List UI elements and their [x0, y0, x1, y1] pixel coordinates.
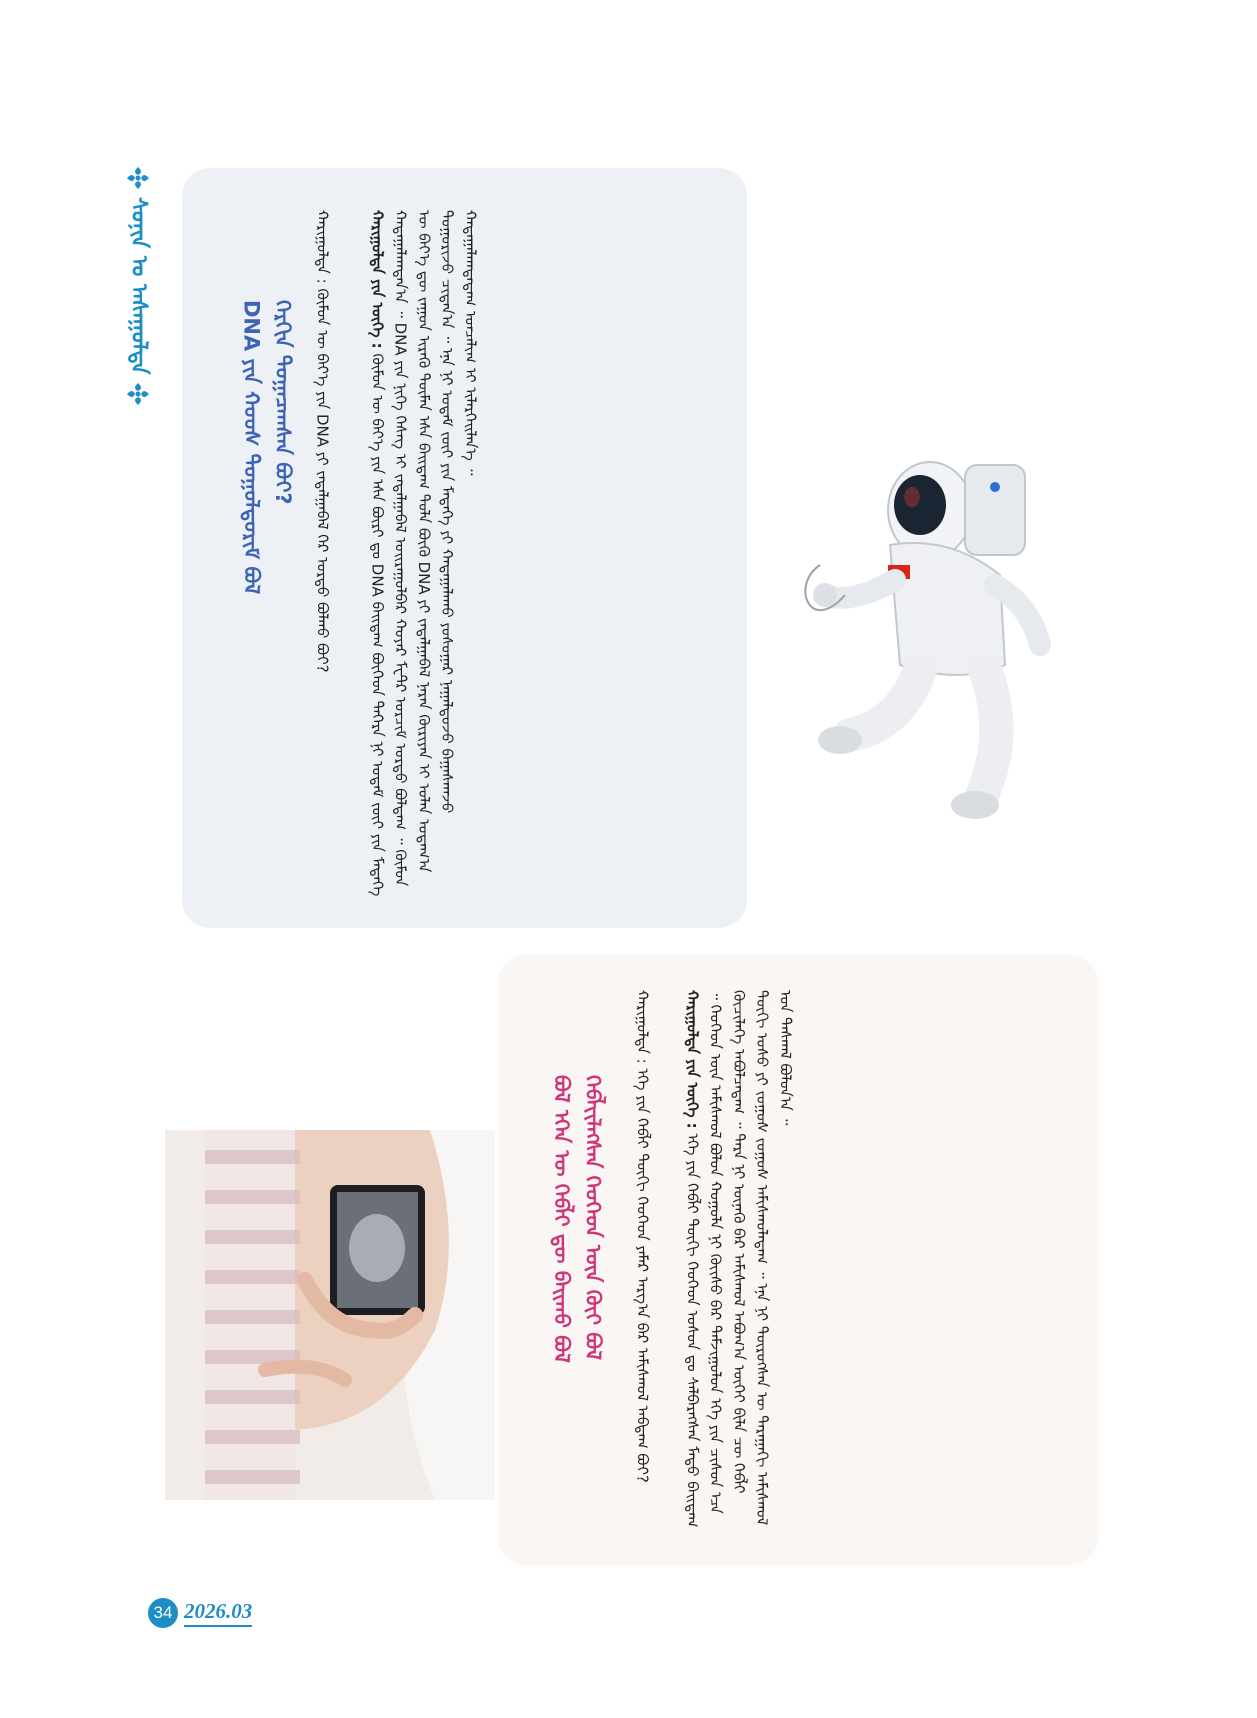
question-text: ᠬᠠᠷᠢᠭᠤᠯᠲᠠ : ᠡᠬᠡ ᠶᠢᠨ ᠬᠡᠪᠯᠢ ᠳᠦᠬᠢ ᠬᠡᠦᠬᠡᠳ ᠶᠠᠮᠠᠷ ᠠᠷᠭ᠎ᠠ ᠪᠠᠷ ᠠᠮᠢᠰᠬᠤᠯ ᠠᠪᠳᠠᠭ ᠪᠣᠢ? — [633, 990, 652, 1483]
answer-label: ᠬᠠᠷᠢᠭᠤᠯᠲᠠ ᠶᠢᠨ ᠦᠭᠡ : — [683, 990, 702, 1129]
bottom-question — [630, 990, 670, 1530]
top-article-body — [365, 210, 695, 900]
body-paragraph: ᠬᠡᠦᠬᠡᠳ ᠦᠨ ᠠᠮᠢᠰᠬᠤᠯ ᠪᠣᠯᠤᠨ ᠬᠣᠭᠣᠯᠠ ᠨᠢ ᠬᠦᠢᠰᠦ ᠪᠡᠷ ᠳᠠᠮᠵᠢᠭᠤᠯᠤᠨ ᠡᠬᠡ ᠶᠢᠨ ᠴᠢᠰᠤᠨ ᠡᠴᠡ ᠬᠦᠴᠢᠯᠡᠭᠡ ᠠᠪᠤᠯᠴᠠᠳᠠᠭ ᠃ — [706, 990, 748, 1514]
body-paragraph: ᠡᠨᠡ ᠨᠢ ᠲᠦᠷᠦᠭᠰᠡᠨ ᠦ ᠳᠠᠷᠠᠭᠠᠬᠢ ᠠᠮᠢᠰᠬᠤᠯ ᠤᠨ ᠳᠠᠰᠬᠠᠯ ᠪᠣᠯᠤᠨ᠎ᠠ ᠃ — [753, 990, 795, 1526]
section-title: ᠰᠣᠨᠢᠨ ᠤ ᠠᠰᠠᠭᠤᠯᠲᠠ — [126, 197, 151, 375]
section-header — [112, 165, 164, 435]
title-line: ᠬᠡᠷᠬᠢᠨ ᠲᠣᠭᠠᠴᠠᠭᠰᠠᠨ ᠪᠣᠢ? — [271, 300, 295, 505]
bottom-article-title — [545, 1075, 608, 1495]
body-paragraph: ᠲᠡᠷᠡ ᠨᠢ ᠦᠨᠡᠬᠦ ᠪᠡᠷ ᠠᠮᠢᠰᠬᠤᠯ ᠠᠪᠤᠭ᠎ᠠ ᠦᠭᠡᠢ ᠪᠢᠯᠡ ᠴᠦ ᠬᠡᠪᠯᠢ ᠳᠦᠬᠢ ᠤᠰᠤ ᠶᠢ ᠵᠣᠭᠤᠰ ᠵᠣᠭᠤᠰ ᠠᠮᠢᠰᠬᠤᠯᠠᠳᠠᠭ ᠃ — [729, 990, 771, 1494]
title-line: ᠪᠣᠯ ᠡᠬᠡᠨ ᠦ ᠬᠡᠪᠯᠢ ᠳᠦ ᠪᠠᠢᠬᠤ ᠪᠣᠯ — [549, 1075, 574, 1363]
ornament-icon — [125, 381, 151, 407]
page-number: 34 — [148, 1598, 178, 1628]
body-paragraph: ᠬᠦᠮᠦᠨ ᠦ ᠪᠡᠶ᠎ᠡ ᠶᠢᠨ ᠡᠰᠡ ᠪᠦᠷᠢ ᠳᠤ DNA ᠪᠠᠢᠳᠠᠭ ᠪᠥᠭᠡᠳ ᠳᠡᠭᠡᠷᠡ ᠨᠢ ᠤᠳᠠᠮ ᠵᠦᠢ ᠶᠢᠨ ᠮᠡᠳᠡᠭᠡ ᠬᠠᠳᠠᠭᠠᠯᠠᠭᠳᠠᠨ᠎ᠠ ᠃ — [368, 210, 410, 897]
pregnancy-illustration — [165, 1130, 495, 1500]
body-paragraph: ᠬᠦᠮᠦᠨ ᠦ ᠪᠡᠶ᠎ᠡ ᠳᠦ ᠵᠠᠭᠤᠨ ᠢᠷᠡᠭᠦ ᠲᠦᠮᠡᠨ ᠡᠰᠡ ᠪᠠᠢᠳᠠᠭ ᠲᠤᠯᠠ ᠪᠦᠬᠦ DNA ᠶᠢ ᠵᠠᠳᠠᠯᠭᠠᠪᠠᠯ ᠨᠠᠷᠠᠨ ᠬᠦᠷᠢᠶᠡᠨ ᠢ ᠣᠯᠠᠨ ᠤᠳᠠᠭ᠎ᠠ ᠲᠣᠭᠣᠷᠢᠵᠤ ᠴᠢᠳᠠᠨ᠎ᠠ ᠃ — [391, 210, 456, 887]
body-paragraph: DNA ᠶᠢᠨ ᠨᠢᠭᠡ ᠬᠡᠰᠡᠭ ᠢ ᠵᠠᠳᠠᠯᠭᠠᠪᠠᠯ ᠣᠢᠷᠠᠭᠤᠯᠪᠠᠷ ᠬᠣᠶᠠᠷ ᠮᠧᠲ᠋ᠷ ᠣᠷᠴᠢᠮ ᠤᠷᠲᠤ ᠪᠣᠯᠳᠠᠭ ᠃ — [391, 322, 410, 845]
answer-label: ᠬᠠᠷᠢᠭᠤᠯᠲᠠ ᠶᠢᠨ ᠦᠭᠡ : — [368, 210, 387, 349]
ornament-icon — [125, 165, 151, 191]
bottom-article-body — [680, 990, 1000, 1530]
top-article-title — [235, 300, 298, 680]
body-paragraph: ᠡᠨᠡ ᠨᠢ ᠤᠳᠠᠮ ᠵᠦᠢ ᠶᠢᠨ ᠮᠡᠳᠡᠭᠡ ᠶᠢ ᠬᠠᠳᠠᠭᠠᠯᠠᠬᠤ ᠶᠣᠰᠣᠭᠠᠷ ᠨᠠᠭᠠᠯᠳᠤᠵᠤ ᠪᠠᠭᠠᠰᠬᠠᠵᠤ ᠬᠠᠳᠠᠭᠠᠯᠠᠭᠳᠠᠳᠠᠭ ᠣᠨᠴᠠᠯᠢᠭ ᠢ ᠢᠯᠡᠷᠬᠡᠢᠯᠡᠨ᠎ᠡ ᠃ — [438, 210, 480, 814]
astronaut-illustration — [770, 405, 1070, 825]
title-line: DNA ᠶᠢᠨ ᠬᠣᠣᠰ ᠲᠣᠭᠣᠯᠳᠤᠷᠢᠮ ᠪᠣᠯ — [239, 300, 264, 595]
title-line: ᠬᠡᠪᠯᠢᠢᠯᠡᠭᠰᠡᠨ ᠬᠡᠦᠬᠡᠳ ᠦᠨ ᠬᠦᠢ ᠪᠣᠯ — [581, 1075, 605, 1361]
question-text: ᠬᠠᠷᠢᠭᠤᠯᠲᠠ : ᠬᠦᠮᠦᠨ ᠦ ᠪᠡᠶ᠎ᠡ ᠶᠢᠨ DNA ᠶᠢ ᠵᠠᠳᠠᠯᠭᠠᠪᠠᠯ ᠬᠡᠷ ᠤᠷᠲᠤ ᠪᠣᠯᠬᠤ ᠪᠣᠢ? — [313, 210, 332, 673]
body-paragraph: ᠡᠬᠡ ᠶᠢᠨ ᠬᠡᠪᠯᠢ ᠳᠦᠬᠢ ᠬᠡᠦᠬᠡᠳ ᠤᠰᠤᠨ ᠳᠤ ᠰᠡᠯᠪᠡᠷᠡᠭᠰᠡᠨ ᠮᠡᠲᠦ ᠪᠠᠢᠳᠠᠭ ᠃ — [683, 990, 725, 1528]
top-question — [310, 210, 350, 900]
issue-date: 2026.03 — [184, 1599, 252, 1627]
pregnancy-photo — [165, 1130, 495, 1500]
footer — [148, 1598, 252, 1628]
